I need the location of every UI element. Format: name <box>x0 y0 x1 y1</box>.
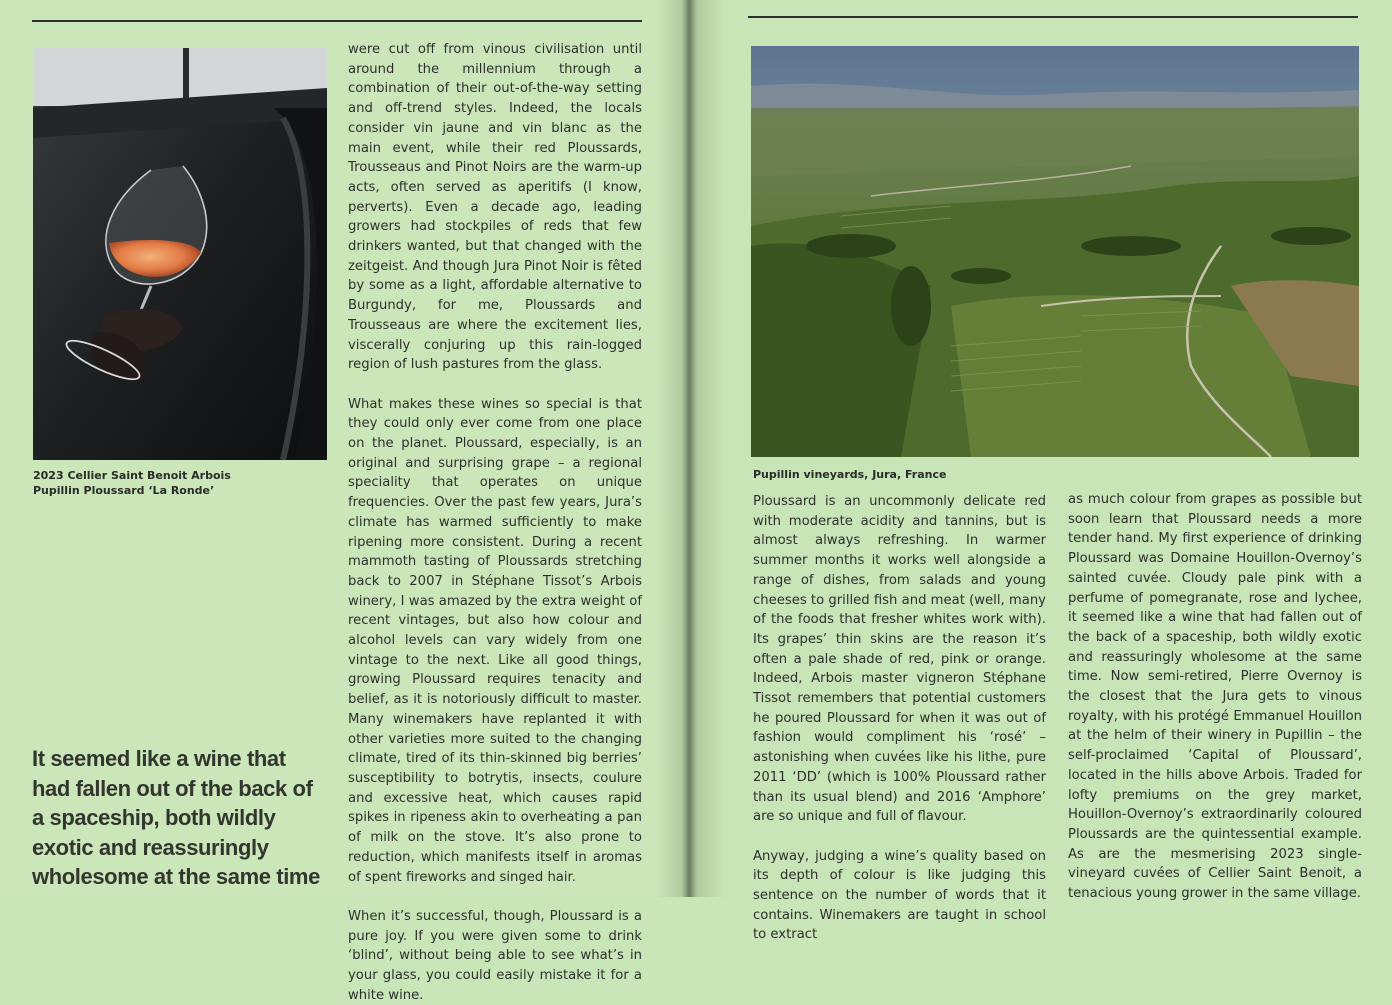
paragraph: Anyway, judging a wine’s quality based on its depth of colour is like judging this sentence on the number of words that it contains. Winemakers are taught in school to extract <box>753 848 1046 943</box>
paragraph: were cut off from vinous civilisation until around the millennium through a combination of their out-of-the-way setting and off-trend styles. Indeed, the locals consider vin jaune and vin blanc as the main event, while their red Ploussards, Trousseaus and Pinot Noirs are the warm-up acts, often served as aperitifs (I know, perverts). Even a decade ago, leading growers had stockpiles of reds that few drinkers wanted, but that changed with the zeitgeist. And though Jura Pinot Noir is fêted by some as a light, affordable alternative to Burgundy, for me, Ploussards and Trousseaus are where the excitement lies, viscerally conjuring up this rain-logged region of lush pastures from the glass. <box>348 42 642 373</box>
top-rule-right <box>748 16 1358 18</box>
caption-line-2: Pupillin Ploussard ‘La Ronde’ <box>33 484 215 497</box>
vineyard-photo-caption: Pupillin vineyards, Jura, France <box>753 468 947 481</box>
wine-glass-photo <box>33 48 327 460</box>
right-body-column-a <box>753 492 1046 945</box>
left-body-column <box>348 40 642 1005</box>
wine-photo-caption <box>33 468 293 498</box>
right-body-column-b <box>1068 490 1362 904</box>
top-rule-left <box>32 20 642 22</box>
caption-line-1: 2023 Cellier Saint Benoit Arbois <box>33 469 231 482</box>
paragraph: Ploussard is an uncommonly delicate red with moderate acidity and tannins, but is almost always refreshing. In warmer summer months it works well alongside a range of dishes, from salads and young cheeses to grilled fish and meat (well, many of the foods that fresher whites work with). Its grapes’ thin skins are the reason it’s often a pale shade of red, pink or orange. Indeed, Arbois master vigneron Stéphane Tissot remembers that potential customers he poured Ploussard for when it was out of fashion would compliment his ‘rosé’ – astonishing when cuvées like his lithe, pure 2011 ‘DD’ (which is 100% Ploussard rather than its usual blend) and 2016 ‘Amphore’ are so unique and full of flavour. <box>753 494 1046 825</box>
vineyard-landscape-photo <box>751 46 1359 457</box>
paragraph: When it’s successful, though, Ploussard is a pure joy. If you were given some to drink ‘blind’, without being able to see what’s in your glass, you could easily mistake it for a white wine. <box>348 908 642 1003</box>
paragraph: What makes these wines so special is that they could only ever come from one place on the planet. Ploussard, especially, is an original and surprising grape – a regional speciality that operates on unique frequencies. Over the past few years, Jura’s climate has warmed sufficiently to make ripening more consistent. During a recent mammoth tasting of Ploussards stretching back to 2007 in Stéphane Tissot’s Arbois winery, I was amazed by the extra weight of recent vintages, but also how colour and alcohol levels can vary widely from one vintage to the next. Like all good things, growing Ploussard requires tenacity and belief, as it is notoriously difficult to master. Many winemakers have replanted it with other varieties more suited to the changing climate, tired of its thin-skinned big berries’ susceptibility to botrytis, insects, coulure and excessive heat, which causes rapid spikes in ripeness akin to overheating a pan of milk on the stove. It’s also prone to reduction, which manifests itself in aromas of spent fireworks and singed hair. <box>348 396 642 885</box>
pull-quote: It seemed like a wine that had fallen out of the back of a spaceship, both wildly exotic and reassuringly wholesome at the same time <box>32 746 320 890</box>
book-gutter <box>655 0 725 897</box>
paragraph: as much colour from grapes as possible but soon learn that Ploussard needs a more tender hand. My first experience of drinking Ploussard was Domaine Houillon-Overnoy’s sainted cuvée. Cloudy pale pink with a perfume of pomegranate, rose and lychee, it seemed like a wine that had fallen out of the back of a spaceship, both wildly exotic and reassuringly wholesome at the same time. Now semi-retired, Pierre Overnoy is the closest that the Jura gets to vinous royalty, with his protégé Emmanuel Houillon at the helm of their winery in Pupillin – the self-proclaimed ‘Capital of Ploussard’, located in the hills above Arbois. Traded for lofty premiums on the grey market, Houillon-Overnoy’s extraordinarily coloured Ploussards are the quintessential example. As are the mesmerising 2023 single-vineyard cuvées of Cellier Saint Benoit, a tenacious young grower in the same village. <box>1068 492 1362 902</box>
